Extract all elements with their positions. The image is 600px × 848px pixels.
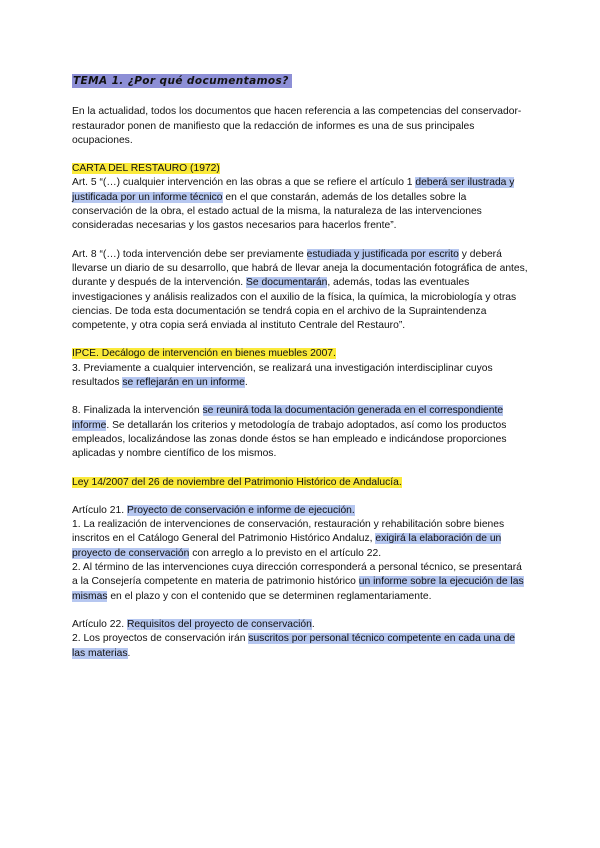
highlight-art22-title: Requisitos del proyecto de conservación	[126, 618, 312, 630]
carta-heading	[72, 162, 528, 176]
highlight-art5: deberá ser ilustrada y justificada por un informe técnico	[72, 177, 515, 203]
articulo-22-p2: 2. Los proyectos de conservación irán suscritos por personal técnico competente en cada una de las materias.	[72, 633, 516, 659]
intro-paragraph: En la actualidad, todos los documentos que hacen referencia a las competencias del conservador-restaurador ponen de manifiesto que la redacción de informes es una de sus principales ocupaciones.	[72, 106, 522, 146]
carta-art8: Art. 8 “(…) toda intervención debe ser previamente estudiada y justificada por escrito y deberá llevarse un diario de su desarrollo, que habrá de llevar aneja la documentación fotográfica de antes, durante y después de la intervención. Se documentarán, además, todas las eventuales investigaciones y análisis realizados con el auxilio de la física, la química, la microbiología y otras ciencias. De toda esta documentación se tendrá copia en el archivo de la Supraintendenza competente, y otra copia será enviada al instituto Centrale del Restauro”.	[72, 248, 528, 332]
articulo-22-heading: Artículo 22. Requisitos del proyecto de conservación.	[72, 618, 315, 630]
highlight-ipce8: se reunirá toda la documentación generada en el correspondiente informe	[72, 405, 504, 431]
highlight-art22-2: suscritos por personal técnico competente en cada una de las materias	[72, 633, 516, 659]
carta-heading-text: CARTA DEL RESTAURO (1972)	[72, 163, 220, 175]
articulo-21-heading: Artículo 21. Proyecto de conservación e informe de ejecución.	[72, 504, 355, 516]
ipce-point8: 8. Finalizada la intervención se reunirá toda la documentación generada en el correspondiente informe. Se detallarán los criterios y metodología de trabajo adoptados, así como los productos empleados, localizándose las zonas donde éstos se han empleado e indicándose proporciones aplicadas y nombre científico de los mismos.	[72, 405, 507, 460]
page-title	[72, 74, 528, 88]
ipce-heading-text: IPCE. Decálogo de intervención en bienes muebles 2007.	[72, 348, 336, 360]
document-body	[72, 74, 528, 661]
ley-heading	[72, 476, 528, 490]
articulo-21-p1: 1. La realización de intervenciones de conservación, restauración y rehabilitación sobre bienes inscritos en el Catálogo General del Patrimonio Histórico Andaluz, exigirá la elaboración de un proyecto de conservación con arreglo a lo previsto en el artículo 22.	[72, 519, 505, 559]
ley-heading-text: Ley 14/2007 del 26 de noviembre del Patrimonio Histórico de Andalucía.	[72, 476, 402, 488]
ipce-heading	[72, 347, 528, 361]
highlight-art21-1: exigirá la elaboración de un proyecto de conservación	[72, 533, 502, 559]
highlight-ipce3: se reflejarán en un informe	[122, 377, 245, 389]
articulo-21-p2: 2. Al término de las intervenciones cuya dirección corresponderá a personal técnico, se presentará a la Consejería competente en materia de patrimonio histórico un informe sobre la ejecución de las mismas en el plazo y con el contenido que se determinen reglamentariamente.	[72, 562, 524, 602]
carta-art5: Art. 5 “(…) cualquier intervención en las obras a que se refiere el artículo 1 deberá ser ilustrada y justificada por un informe técnico en el que constarán, además de los detalles sobre la conservación de la obra, el estado actual de la misma, la naturaleza de las intervenciones consideradas necesarias y los gastos necesarios para hacerlos frente”.	[72, 177, 515, 232]
ipce-point3: 3. Previamente a cualquier intervención, se realizará una investigación interdisciplinar cuyos resultados se reflejarán en un informe.	[72, 362, 493, 389]
highlight-art8-1: estudiada y justificada por escrito	[306, 248, 459, 260]
title-text: TEMA 1. ¿Por qué documentamos?	[72, 74, 292, 88]
highlight-art21-title: Proyecto de conservación e informe de ejecución.	[126, 504, 355, 516]
highlight-art8-2: Se documentarán	[246, 277, 328, 289]
highlight-art21-2: un informe sobre la ejecución de las mismas	[72, 576, 524, 602]
